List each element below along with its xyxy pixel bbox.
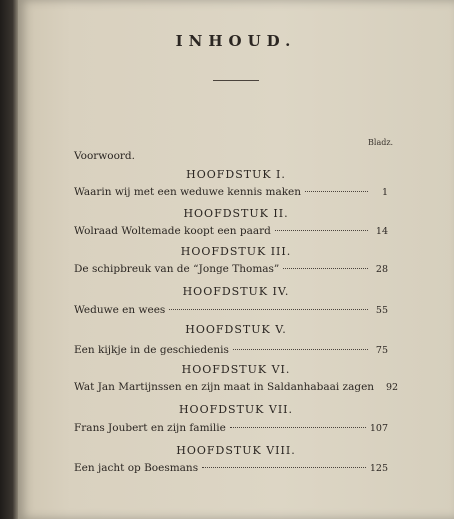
- toc-entry-page: 92: [385, 382, 399, 393]
- toc-entry: [74, 462, 388, 474]
- chapter-heading: HOOFDSTUK VII.: [178, 403, 294, 416]
- toc-entry-title: Een jacht op Boesmans: [74, 462, 199, 474]
- book-page: [18, 0, 454, 519]
- dot-leader: [230, 427, 366, 428]
- chapter-heading: HOOFDSTUK III.: [180, 245, 292, 258]
- toc-entry-page: 1: [381, 187, 388, 198]
- chapter-heading: HOOFDSTUK IV.: [182, 285, 290, 298]
- toc-entry-title: Wolraad Woltemade koopt een paard: [74, 225, 271, 237]
- toc-entry: [74, 304, 388, 316]
- toc-entry-title: Weduwe en wees: [74, 304, 166, 316]
- toc-entry-page: 107: [369, 423, 388, 434]
- toc-entry-title: De schipbreuk van de “Jonge Thomas”: [74, 263, 280, 275]
- chapter-heading: HOOFDSTUK II.: [183, 207, 289, 220]
- dot-leader: [233, 349, 368, 350]
- dot-leader: [275, 230, 368, 231]
- toc-entry-page: 125: [369, 463, 388, 474]
- toc-entry-title: Een kijkje in de geschiedenis: [74, 344, 229, 356]
- toc-entry: [74, 344, 388, 356]
- dot-leader: [283, 268, 368, 269]
- toc-entry-title: Frans Joubert en zijn familie: [74, 422, 226, 434]
- dot-leader: [169, 309, 368, 310]
- toc-entry: [74, 186, 388, 198]
- chapter-heading: HOOFDSTUK I.: [186, 168, 286, 181]
- toc-entry-title: Waarin wij met een weduwe kennis maken: [74, 186, 302, 198]
- toc-entry: [74, 225, 388, 237]
- chapter-heading: HOOFDSTUK VIII.: [176, 444, 296, 457]
- toc-entry-page: 14: [375, 226, 388, 237]
- page-column-label: Bladz.: [368, 138, 394, 147]
- toc-entry-title: Wat Jan Martijnssen en zijn maat in Saldanhabaai zagen: [74, 381, 375, 393]
- toc-entry-page: 28: [375, 264, 388, 275]
- dot-leader: [202, 467, 366, 468]
- toc-entry: [74, 263, 388, 275]
- toc-entry-page: 55: [375, 305, 388, 316]
- chapter-heading: HOOFDSTUK V.: [185, 323, 287, 336]
- dot-leader: [305, 191, 368, 192]
- chapter-heading: HOOFDSTUK VI.: [181, 363, 291, 376]
- toc-entry-page: 75: [375, 345, 388, 356]
- voorwoord-entry: Voorwoord.: [74, 150, 135, 162]
- page-title: INHOUD.: [175, 32, 297, 50]
- toc-entry: [74, 381, 399, 393]
- book-gutter: [0, 0, 18, 519]
- toc-entry: [74, 422, 388, 434]
- title-rule: [213, 80, 259, 81]
